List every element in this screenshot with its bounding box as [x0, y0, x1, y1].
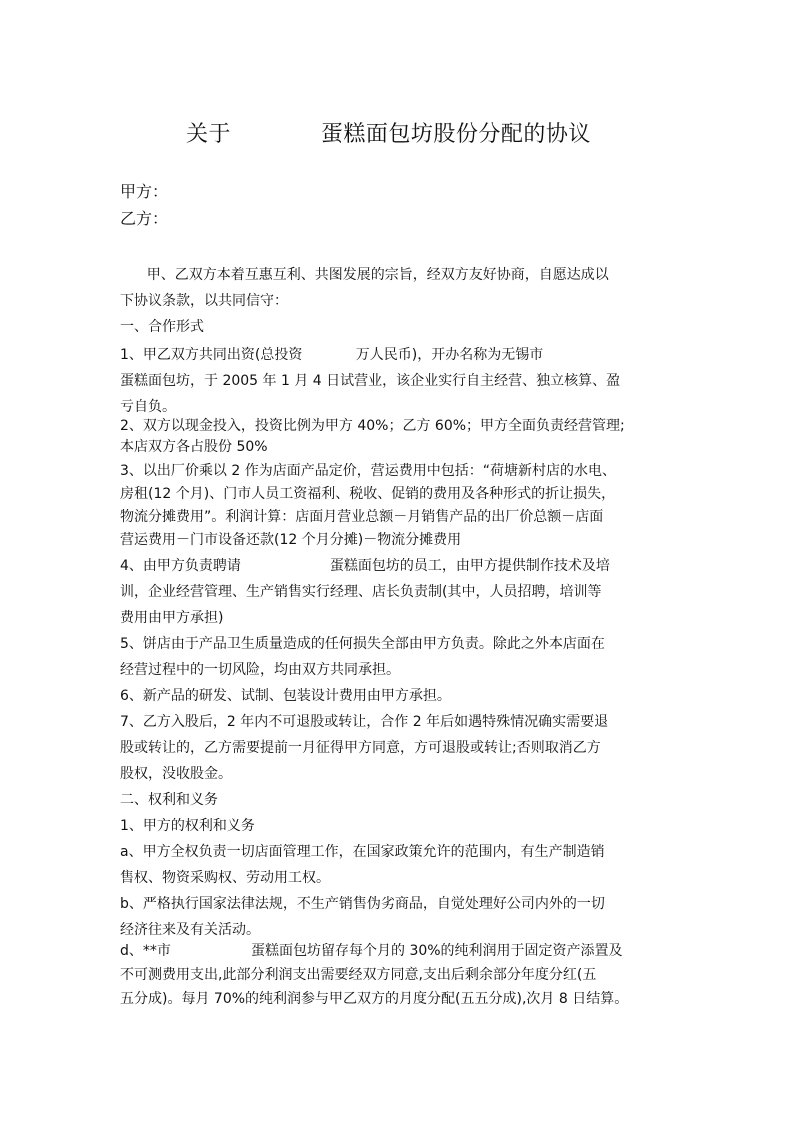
agreement-line-wrapper: [120, 605, 692, 631]
agreement-line-wrapper: [120, 891, 692, 917]
agreement-line: 本店双方各占股份 50%: [120, 439, 268, 455]
agreement-line: a、甲方全权负责一切店面管理工作，在国家政策允许的范围内，有生产制造销: [120, 844, 605, 860]
agreement-line-wrapper: [120, 709, 692, 735]
agreement-line-wrapper: [120, 735, 692, 761]
agreement-line: 费用由甲方承担): [120, 610, 224, 626]
agreement-line-wrapper: [120, 787, 692, 813]
agreement-line: 蛋糕面包坊，于 2005 年 1 月 4 日试营业，该企业实行自主经营、独立核算、盈: [120, 373, 621, 389]
agreement-line-wrapper: [120, 262, 692, 288]
agreement-line: 一、合作形式: [120, 319, 204, 335]
agreement-line: 五分成)。每月 70%的纯利润参与甲乙双方的月度分配(五五分成),次月 8 日结算。: [120, 991, 629, 1007]
agreement-line-wrapper: [120, 505, 692, 529]
agreement-line: d、**市 蛋糕面包坊留存每个月的 30%的纯利润用于固定资产添置及: [120, 943, 623, 959]
agreement-line: 3、以出厂价乘以 2 作为店面产品定价，营运费用中包括：“荷塘新村店的水电、: [120, 463, 616, 479]
agreement-line: 7、乙方入股后，2 年内不可退股或转让，合作 2 年后如遇特殊情况确实需要退: [120, 714, 609, 730]
agreement-line-wrapper: [120, 579, 692, 605]
agreement-line-wrapper: [120, 761, 692, 787]
agreement-line-wrapper: [120, 288, 692, 314]
agreement-line-wrapper: [120, 553, 692, 579]
agreement-line: 4、由甲方负责聘请 蛋糕面包坊的员工，由甲方提供制作技术及培: [120, 558, 610, 574]
agreement-line: 营运费用－门市设备还款(12 个月分摊)－物流分摊费用: [120, 532, 462, 548]
agreement-line: 经济往来及有关活动。: [120, 922, 260, 938]
agreement-line: 经营过程中的一切风险，均由双方共同承担。: [120, 662, 400, 678]
agreement-line-wrapper: [120, 631, 692, 657]
agreement-line: 售权、物资采购权、劳动用工权。: [120, 870, 330, 886]
agreement-line-wrapper: [120, 482, 692, 506]
agreement-line: 物流分摊费用”。利润计算：店面月营业总额－月销售产品的出厂价总额－店面: [120, 509, 604, 525]
agreement-line-wrapper: [120, 416, 692, 436]
agreement-line-wrapper: [120, 987, 692, 1011]
agreement-line-wrapper: [120, 939, 692, 963]
agreement-line: 二、权利和义务: [120, 792, 218, 808]
agreement-line-wrapper: [120, 813, 692, 839]
agreement-line: 训，企业经营管理、生产销售实行经理、店长负责制(其中，人员招聘，培训等: [120, 584, 602, 600]
agreement-line: 股或转让的，乙方需要提前一月征得甲方同意，方可退股或转让;否则取消乙方: [120, 740, 601, 756]
agreement-line: 不可测费用支出,此部分利润支出需要经双方同意,支出后剩余部分年度分红(五: [120, 967, 597, 983]
agreement-line-wrapper: [120, 528, 692, 552]
agreement-line: 股权，没收股金。: [120, 766, 232, 782]
agreement-line: 甲、乙双方本着互惠互利、共图发展的宗旨，经双方友好协商，自愿达成以: [120, 267, 609, 283]
agreement-line-wrapper: [120, 839, 692, 865]
document-title: 关于 蛋糕面包坊股份分配的协议: [186, 122, 591, 147]
agreement-line-wrapper: [120, 865, 692, 891]
agreement-line: 6、新产品的研发、试制、包装设计费用由甲方承担。: [120, 688, 451, 704]
agreement-line: 下协议条款，以共同信守：: [120, 293, 288, 309]
party-b-label: 乙方：: [120, 209, 169, 228]
agreement-line-wrapper: [120, 368, 692, 394]
agreement-line-wrapper: [120, 437, 692, 457]
agreement-line: 1、甲乙双方共同出资(总投资 万人民币)，开办名称为无锡市: [120, 347, 544, 363]
agreement-line-wrapper: [120, 683, 692, 709]
agreement-line-wrapper: [120, 963, 692, 987]
agreement-line: 5、饼店由于产品卫生质量造成的任何损失全部由甲方负责。除此之外本店面在: [120, 636, 605, 652]
party-a-label: 甲方：: [120, 182, 169, 201]
agreement-line-wrapper: [120, 657, 692, 683]
agreement-line-wrapper: [120, 314, 692, 340]
agreement-line: 1、甲方的权利和义务: [120, 818, 255, 834]
agreement-line: 2、双方以现金投入，投资比例为甲方 40%；乙方 60%；甲方全面负责经营管理;: [120, 418, 625, 434]
agreement-line-wrapper: [120, 342, 692, 368]
agreement-line: 房租(12 个月)、门市人员工资福利、税收、促销的费用及各种形式的折让损失，: [120, 486, 616, 502]
agreement-line: 亏自负。: [120, 399, 176, 415]
agreement-line-wrapper: [120, 459, 692, 483]
agreement-line: b、严格执行国家法律法规，不生产销售伪劣商品，自觉处理好公司内外的一切: [120, 896, 605, 912]
